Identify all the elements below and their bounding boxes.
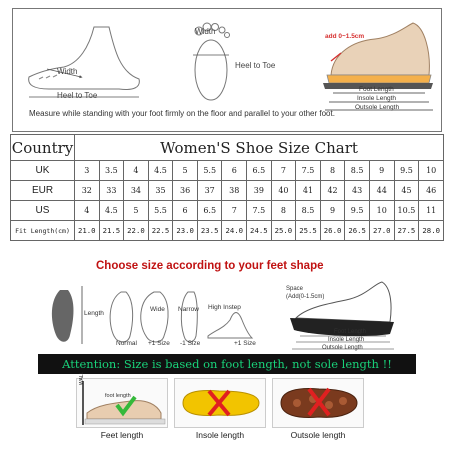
- space-label: Space: [286, 286, 304, 292]
- high-instep-size-label: +1 Size: [234, 340, 256, 347]
- high-instep-label: High Instep: [208, 304, 241, 311]
- table-cell: 39: [247, 181, 272, 201]
- table-row: [11, 221, 444, 241]
- table-cell: 6: [222, 161, 247, 181]
- table-cell: 5: [124, 201, 149, 221]
- table-cell: 6.5: [197, 201, 222, 221]
- table-cell: 6.5: [247, 161, 272, 181]
- add-space-label: add 0~1.5cm: [325, 33, 365, 40]
- table-cell: 26.0: [320, 221, 345, 241]
- table-cell: 8.5: [345, 161, 370, 181]
- table-cell: 23.0: [173, 221, 198, 241]
- table-cell: 24.0: [222, 221, 247, 241]
- table-cell: 28.0: [419, 221, 444, 241]
- table-cell: 6: [173, 201, 198, 221]
- wide-label: Wide: [150, 306, 165, 313]
- table-cell: 24.5: [247, 221, 272, 241]
- table-cell: 10: [419, 161, 444, 181]
- shape-foot-length-label: Foot Length: [334, 329, 367, 335]
- wall-label: WALL: [79, 371, 85, 385]
- table-cell: 4: [124, 161, 149, 181]
- outsole-illustration: [273, 379, 363, 427]
- table-cell: 21.0: [75, 221, 100, 241]
- measure-instruction: Measure while standing with your foot firmly on the floor and parallel to your other foot.: [29, 109, 335, 118]
- minus1-size-label: -1 Size: [180, 340, 201, 347]
- row-label: UK: [11, 161, 75, 181]
- table-row: [11, 161, 444, 181]
- table-cell: 26.5: [345, 221, 370, 241]
- table-cell: 42: [320, 181, 345, 201]
- length-label: Length: [84, 310, 104, 317]
- feet-length-caption: Feet length: [100, 430, 144, 440]
- size-chart-table: [10, 134, 444, 241]
- foot-length-label: Foot Length: [359, 86, 394, 93]
- table-cell: 5.5: [148, 201, 173, 221]
- table-cell: 27.0: [369, 221, 394, 241]
- table-cell: 21.5: [99, 221, 124, 241]
- feet-shape-heading: Choose size according to your feet shape: [96, 260, 324, 272]
- table-cell: 45: [394, 181, 419, 201]
- table-cell: 9.5: [345, 201, 370, 221]
- table-cell: 32: [75, 181, 100, 201]
- table-cell: 27.5: [394, 221, 419, 241]
- table-cell: 22.5: [148, 221, 173, 241]
- foot-length-tag: foot length: [105, 393, 131, 399]
- table-cell: 4.5: [99, 201, 124, 221]
- row-label: US: [11, 201, 75, 221]
- table-cell: 4: [75, 201, 100, 221]
- table-row: [11, 201, 444, 221]
- table-cell: 7: [222, 201, 247, 221]
- table-cell: 3.5: [99, 161, 124, 181]
- table-cell: 4.5: [148, 161, 173, 181]
- table-cell: 36: [173, 181, 198, 201]
- shape-outsole-length-label: Outsole Length: [322, 345, 363, 351]
- heel-to-toe-label: Heel to Toe: [57, 91, 98, 100]
- table-cell: 8: [271, 201, 296, 221]
- row-label: Fit Length(cm): [11, 221, 75, 241]
- table-cell: 25.5: [296, 221, 321, 241]
- shape-insole-length-label: Insole Length: [328, 337, 365, 343]
- row-label: EUR: [11, 181, 75, 201]
- table-cell: 38: [222, 181, 247, 201]
- table-cell: 34: [124, 181, 149, 201]
- table-cell: 7: [271, 161, 296, 181]
- table-cell: 5: [173, 161, 198, 181]
- space-add-label: (Add(0-1.5cm): [286, 294, 325, 300]
- table-cell: 37: [197, 181, 222, 201]
- outsole-length-photo: [272, 378, 364, 428]
- table-cell: 7.5: [247, 201, 272, 221]
- outsole-length-caption: Outsole length: [290, 430, 346, 440]
- table-cell: 7.5: [296, 161, 321, 181]
- top-heel-to-toe-label: Heel to Toe: [235, 61, 276, 70]
- table-cell: 5.5: [197, 161, 222, 181]
- table-cell: 43: [345, 181, 370, 201]
- table-cell: 44: [369, 181, 394, 201]
- table-cell: 8: [320, 161, 345, 181]
- measurement-guide-panel: [12, 8, 442, 132]
- table-cell: 22.0: [124, 221, 149, 241]
- width-label: Width: [57, 67, 78, 76]
- table-cell: 10: [369, 201, 394, 221]
- table-cell: 41: [296, 181, 321, 201]
- insole-length-label: Insole Length: [357, 95, 397, 102]
- table-cell: 3: [75, 161, 100, 181]
- insole-length-caption: Insole length: [195, 430, 245, 440]
- table-cell: 10.5: [394, 201, 419, 221]
- table-cell: 9.5: [394, 161, 419, 181]
- table-header-row: [11, 135, 444, 161]
- table-cell: 40: [271, 181, 296, 201]
- outsole-length-label: Outsole Length: [355, 104, 400, 111]
- normal-label: Normal: [116, 340, 137, 347]
- narrow-label: Narrow: [178, 306, 199, 313]
- attention-banner: Attention: Size is based on foot length, not sole length !!: [38, 354, 416, 374]
- table-cell: 8.5: [296, 201, 321, 221]
- table-cell: 25.0: [271, 221, 296, 241]
- insole-length-photo: [174, 378, 266, 428]
- insole-illustration: [175, 379, 265, 427]
- table-cell: 35: [148, 181, 173, 201]
- chart-title: Women'S Shoe Size Chart: [75, 135, 444, 161]
- plus1-size-label: +1 Size: [148, 340, 170, 347]
- table-cell: 33: [99, 181, 124, 201]
- table-row: [11, 181, 444, 201]
- table-cell: 9: [369, 161, 394, 181]
- table-cell: 9: [320, 201, 345, 221]
- table-cell: 11: [419, 201, 444, 221]
- table-cell: 23.5: [197, 221, 222, 241]
- country-header: Country: [11, 135, 75, 161]
- table-cell: 46: [419, 181, 444, 201]
- foot-on-ruler-illustration: [77, 379, 167, 427]
- top-width-label: Width: [195, 27, 216, 36]
- feet-length-photo: [76, 371, 168, 428]
